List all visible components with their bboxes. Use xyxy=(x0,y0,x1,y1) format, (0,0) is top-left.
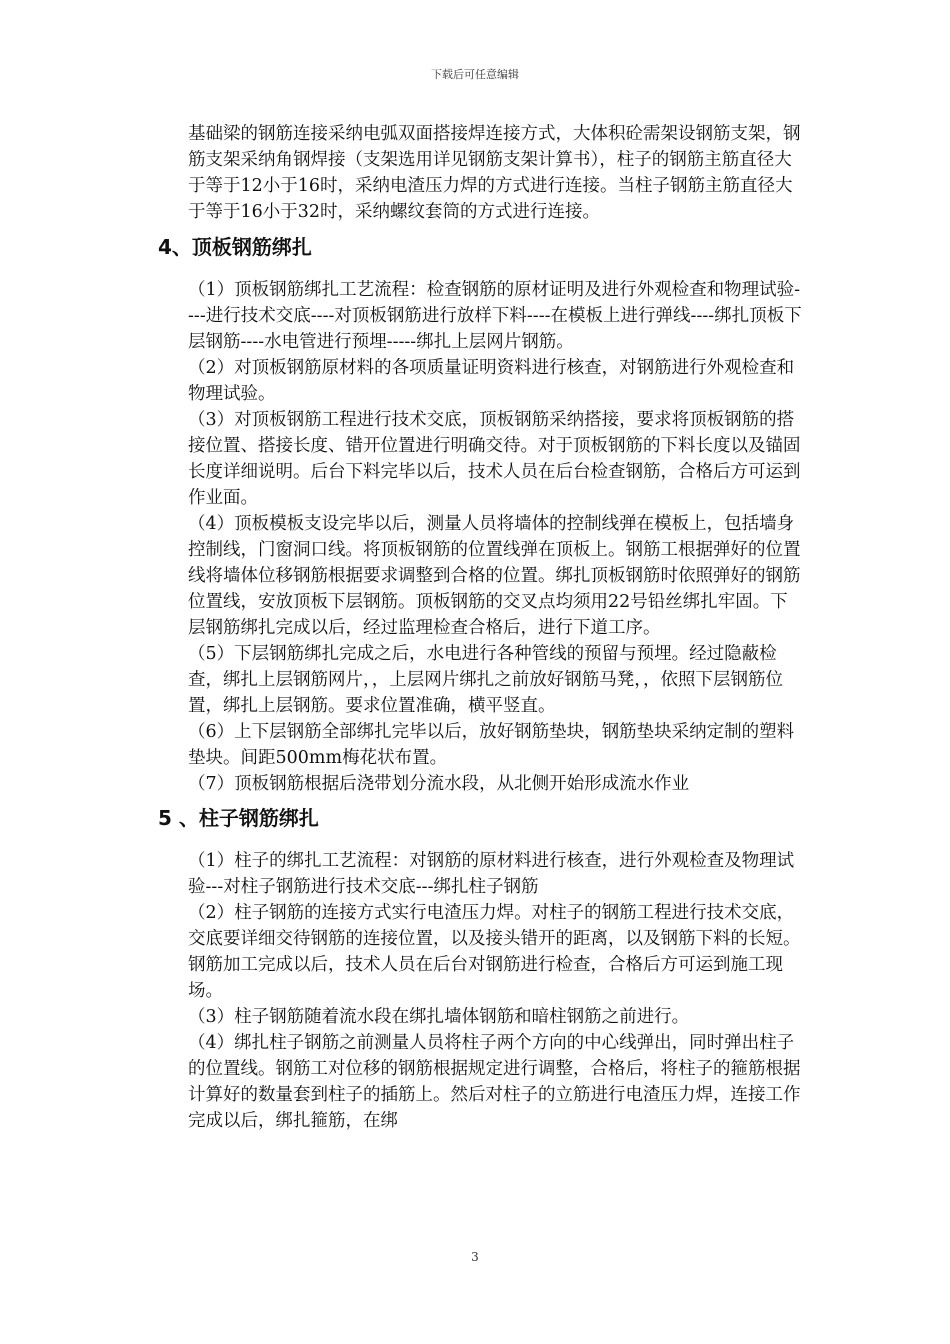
section-4-paragraph-5: （5）下层钢筋绑扎完成之后，水电进行各种管线的预留与预埋。经过隐蔽检查，绑扎上层钢筋网片，，上层网片绑扎之前放好钢筋马凳，，依照下层钢筋位置，绑扎上层钢筋。要求位置准确，横平竖直。 xyxy=(188,644,783,716)
section-5-paragraph-4: （4）绑扎柱子钢筋之前测量人员将柱子两个方向的中心线弹出，同时弹出柱子的位置线。钢筋工对位移的钢筋根据规定进行调整，合格后，将柱子的箍筋根据计算好的数量套到柱子的插筋上。然后对柱子的立筋进行电渣压力焊，连接工作完成以后，绑扎箍筋，在绑 xyxy=(188,1033,801,1131)
section-4-paragraph-6: （6）上下层钢筋全部绑扎完毕以后，放好钢筋垫块，钢筋垫块采纳定制的塑料垫块。间距500mm梅花状布置。 xyxy=(188,722,795,768)
page-header: 下载后可任意编辑 xyxy=(431,68,519,81)
section-4-paragraph-3: （3）对顶板钢筋工程进行技术交底，顶板钢筋采纳搭接，要求将顶板钢筋的搭接位置、搭接长度、错开位置进行明确交待。对于顶板钢筋的下料长度以及锚固长度详细说明。后台下料完毕以后，技术人员在后台检查钢筋，合格后方可运到作业面。 xyxy=(188,410,801,508)
section-5-paragraph-3: （3）柱子钢筋随着流水段在绑扎墙体钢筋和暗柱钢筋之前进行。 xyxy=(188,1007,690,1027)
document-body xyxy=(158,121,803,1134)
section-4-paragraph-7: （7）顶板钢筋根据后浇带划分流水段，从北侧开始形成流水作业 xyxy=(188,774,690,794)
page-number: 3 xyxy=(471,1250,479,1264)
section-5-paragraph-2: （2）柱子钢筋的连接方式实行电渣压力焊。对柱子的钢筋工程进行技术交底，交底要详细交待钢筋的连接位置，以及接头错开的距离，以及钢筋下料的长短。钢筋加工完成以后，技术人员在后台对钢筋进行检查，合格后方可运到施工现场。 xyxy=(188,903,801,1001)
section-5-paragraph-1: （1）柱子的绑扎工艺流程：对钢筋的原材料进行核查，进行外观检查及物理试验---对柱子钢筋进行技术交底---绑扎柱子钢筋 xyxy=(188,851,795,897)
section-4-heading: 4、顶板钢筋绑扎 xyxy=(158,235,312,259)
intro-paragraph: 基础梁的钢筋连接采纳电弧双面搭接焊连接方式，大体积砼需架设钢筋支架，钢筋支架采纳角钢焊接（支架选用详见钢筋支架计算书），柱子的钢筋主筋直径大于等于12小于16时，采纳电渣压力焊的方式进行连接。当柱子钢筋主筋直径大于等于16小于32时，采纳螺纹套筒的方式进行连接。 xyxy=(188,124,801,222)
section-4-paragraph-1: （1）顶板钢筋绑扎工艺流程：检查钢筋的原材证明及进行外观检查和物理试验----进行技术交底----对顶板钢筋进行放样下料----在模板上进行弹线----绑扎顶板下层钢筋----水电管进行预埋-----绑扎上层网片钢筋。 xyxy=(188,280,802,352)
section-4-paragraph-4: （4）顶板模板支设完毕以后，测量人员将墙体的控制线弹在模板上，包括墙身控制线，门窗洞口线。将顶板钢筋的位置线弹在顶板上。钢筋工根据弹好的位置线将墙体位移钢筋根据要求调整到合格的位置。绑扎顶板钢筋时依照弹好的钢筋位置线，安放顶板下层钢筋。顶板钢筋的交叉点均须用22号铅丝绑扎牢固。下层钢筋绑扎完成以后，经过监理检查合格后，进行下道工序。 xyxy=(188,514,801,638)
section-5-heading: 5 、柱子钢筋绑扎 xyxy=(158,806,319,830)
section-4-paragraph-2: （2）对顶板钢筋原材料的各项质量证明资料进行核查，对钢筋进行外观检查和物理试验。 xyxy=(188,358,795,404)
